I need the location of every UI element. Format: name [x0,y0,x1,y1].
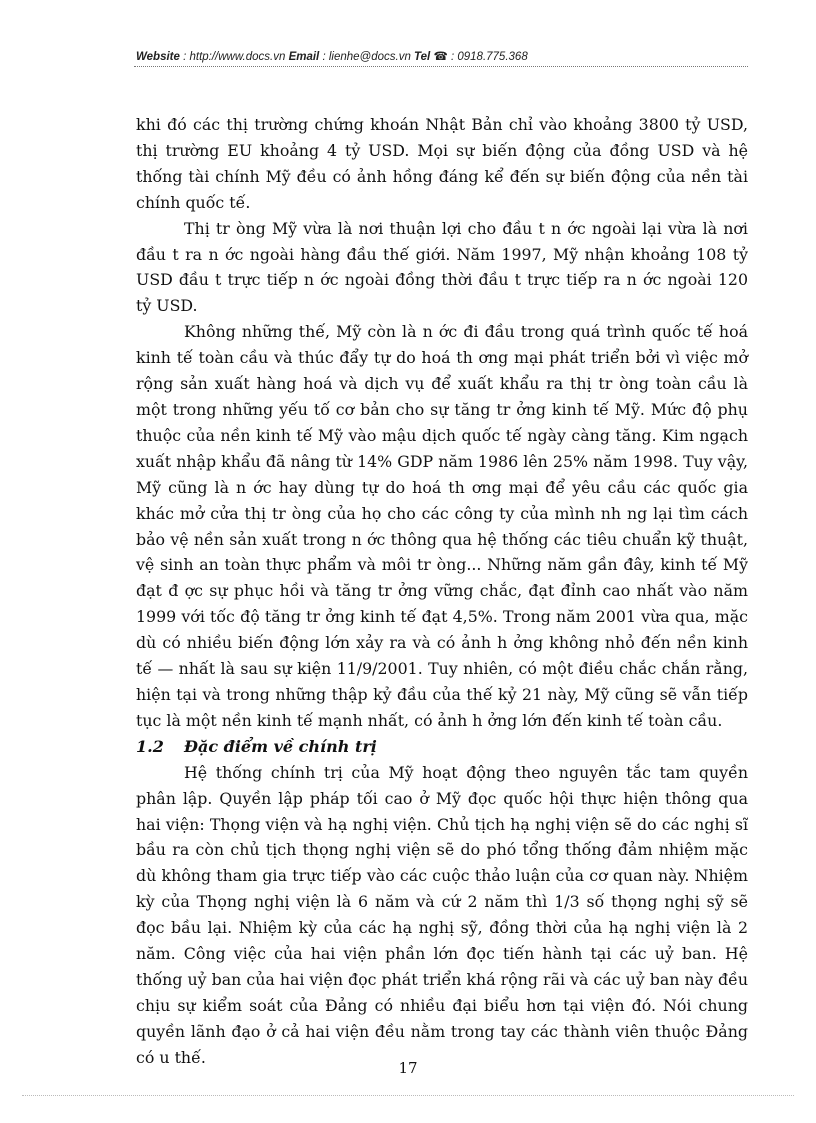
tel-value: ☎ : 0918.775.368 [433,51,528,63]
website-url[interactable]: : http://www.docs.vn [183,51,286,63]
tel-label: Tel [414,51,431,63]
footer-divider [22,1095,794,1096]
document-body [136,112,748,1071]
paragraph-3: Không những thế, Mỹ còn là n ớc đi đầu trong quá trình quốc tế hoá kinh tế toàn cầu và thúc đẩy tự do hoá th ơng mại phát triển bởi vì việc mở rộng sản xuất hàng hoá và dịch vụ để xuất khẩu ra thị tr òng toàn cầu là một trong những yếu tố cơ bản cho sự tăng tr ởng kinh tế Mỹ. Mức độ phụ thuộc của nền kinh tế Mỹ vào mậu dịch quốc tế ngày càng tăng. Kim ngạch xuất nhập khẩu đã nâng từ 14% GDP năm 1986 lên 25% năm 1998. Tuy vậy, Mỹ cũng là n ớc hay dùng tự do hoá th ơng mại để yêu cầu các quốc gia khác mở cửa thị tr òng của họ cho các công ty của mình nh ng lại tìm cách bảo vệ nền sản xuất trong n ớc thông qua hệ thống các tiêu chuẩn kỹ thuật, vệ sinh an toàn thực phẩm và môi tr òng... Những năm gần đây, kinh tế Mỹ đạt đ ợc sự phục hồi và tăng tr ởng vững chắc, đạt đỉnh cao nhất vào năm 1999 với tốc độ tăng tr ởng kinh tế đạt 4,5%. Trong năm 2001 vừa qua, mặc dù có nhiều biến động lớn xảy ra và có ảnh h ởng không nhỏ đến nền kinh tế — nhất là sau sự kiện 11/9/2001. Tuy nhiên, có một điều chắc chắn rằng, hiện tại và trong những thập kỷ đầu của thế kỷ 21 này, Mỹ cũng sẽ vẫn tiếp tục là một nền kinh tế mạnh nhất, có ảnh h ởng lớn đến kinh tế toàn cầu. [136,322,748,730]
paragraph-4: Hệ thống chính trị của Mỹ hoạt động theo nguyên tắc tam quyền phân lập. Quyền lập pháp tối cao ở Mỹ đọc quốc hội thực hiện thông qua hai viện: Thọng viện và hạ nghị viện. Chủ tịch hạ nghị viện sẽ do các nghị sĩ bầu ra còn chủ tịch thọng nghị viện sẽ do phó tổng thống đảm nhiệm mặc dù không tham gia trực tiếp vào các cuộc thảo luận của cơ quan này. Nhiệm kỳ của Thọng nghị viện là 6 năm và cứ 2 năm thì 1/3 số thọng nghị sỹ sẽ đọc bầu lại. Nhiệm kỳ của các hạ nghị sỹ, đồng thời của hạ nghị viện là 2 năm. Công việc của hai viện phần lớn đọc tiến hành tại các uỷ ban. Hệ thống uỷ ban của hai viện đọc phát triển khá rộng rãi và các uỷ ban này đều chịu sự kiểm soát của Đảng có nhiều đại biểu hơn tại viện đó. Nói chung quyền lãnh đạo ở cả hai viện đều nằm trong tay các thành viên thuộc Đảng có u thế. [136,762,748,1067]
section-heading [136,734,748,760]
header-divider [134,66,748,67]
email-value[interactable]: : lienhe@docs.vn [322,51,411,63]
email-label: Email [288,51,320,63]
paragraph-2: Thị tr òng Mỹ vừa là nơi thuận lợi cho đầu t n ớc ngoài lại vừa là nơi đầu t ra n ớc ngoài hàng đầu thế giới. Năm 1997, Mỹ nhận khoảng 108 tỷ USD đầu t trực tiếp n ớc ngoài đồng thời đầu t trực tiếp ra n ớc ngoài 120 tỷ USD. [136,218,748,316]
paragraph-1: khi đó các thị trường chứng khoán Nhật Bản chỉ vào khoảng 3800 tỷ USD, thị trường EU khoảng 4 tỷ USD. Mọi sự biến động của đồng USD và hệ thống tài chính Mỹ đều có ảnh hồng đáng kể đến sự biến động của nền tài chính quốc tế. [136,115,748,212]
page-number: 17 [398,1059,418,1077]
section-title: Đặc điểm về chính trị [184,736,377,756]
page-header [136,49,756,63]
website-label: Website [136,51,180,63]
section-number: 1.2 [136,736,164,756]
